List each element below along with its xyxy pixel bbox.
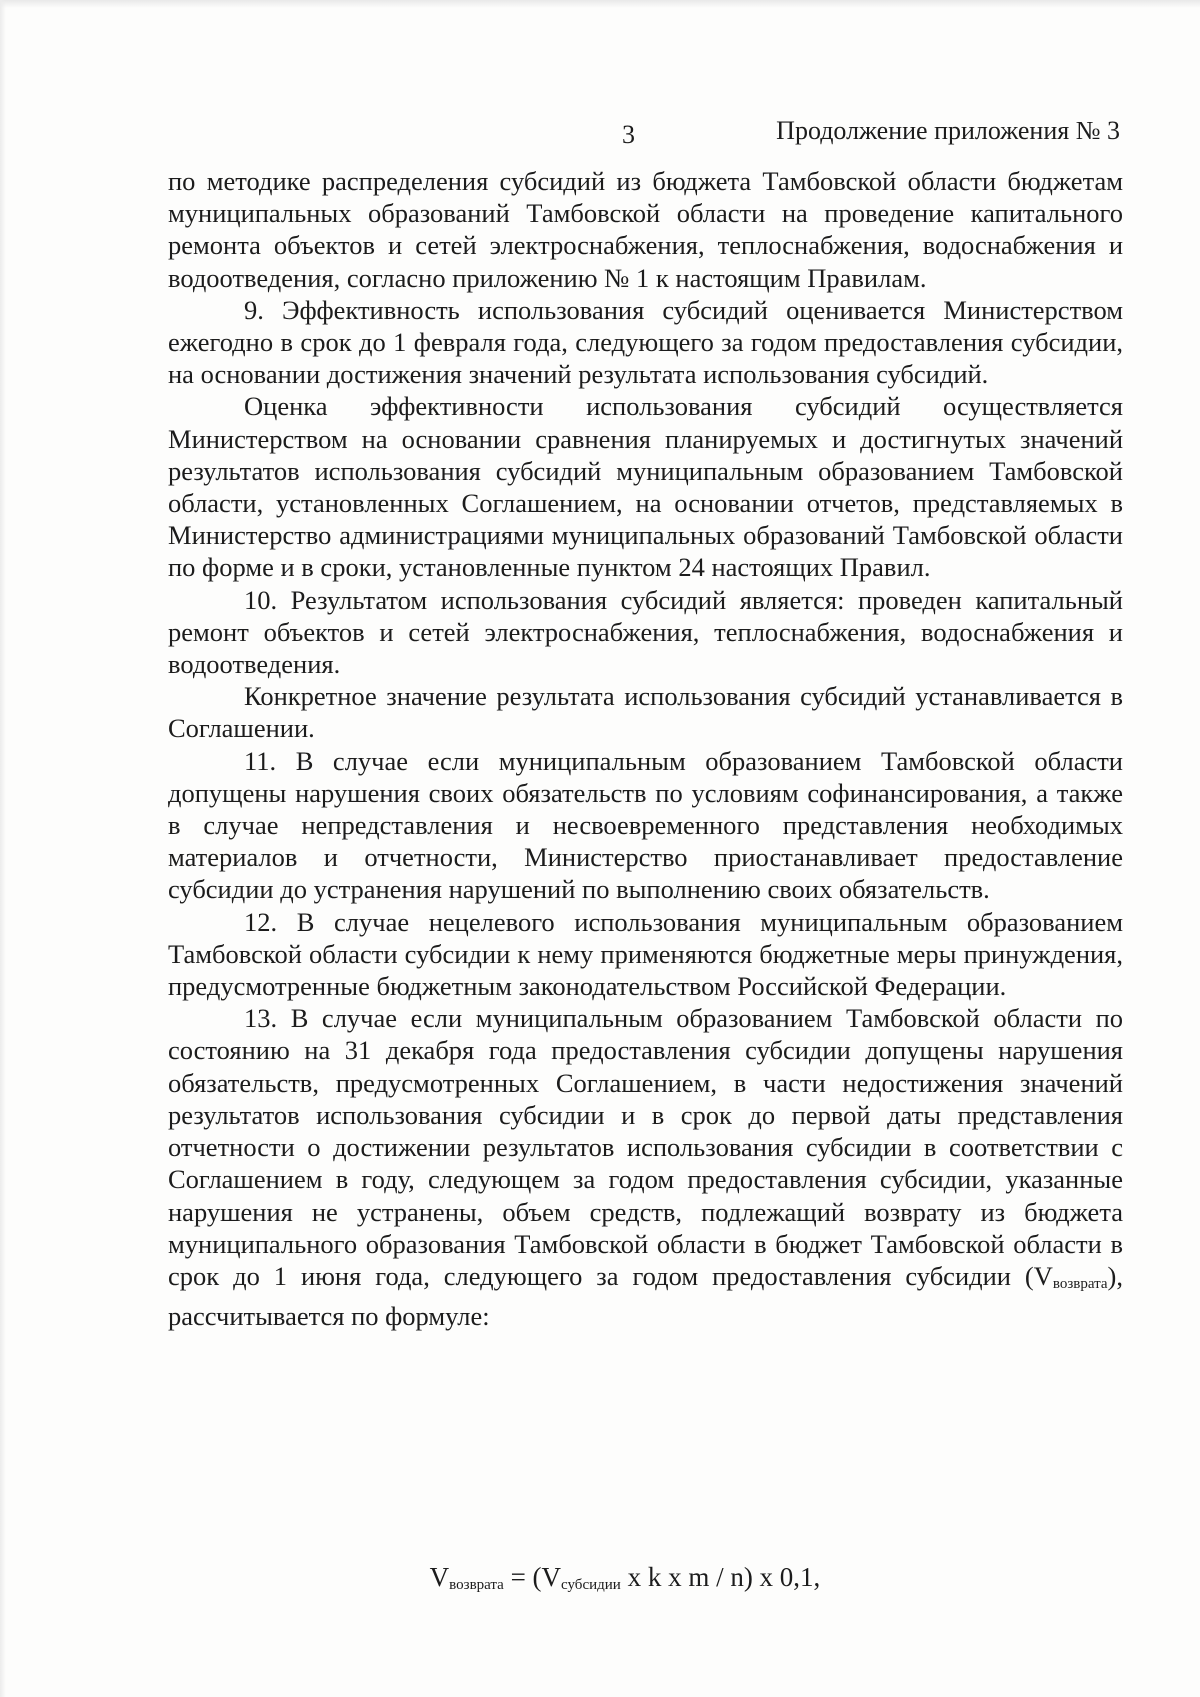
- scan-edge-left: [0, 0, 6, 1697]
- paragraph-13-text: 13. В случае если муниципальным образованием Тамбовской области по состоянию на 31 декабря года предоставления субсидии допущены нарушения обязательств, предусмотренных Соглашением, в части недостижения значений результатов использования субсидии и в срок до первой даты представления отчетности о достижении результатов использования субсидии в соответствии с Соглашением в году, следующем за годом предоставления субсидии, указанные нарушения не устранены, объем средств, подлежащий возврату из бюджета муниципального образования Тамбовской области в бюджет Тамбовской области в срок до 1 июня года, следующего за годом предоставления субсидии (V: [168, 1003, 1123, 1291]
- formula-sub-refund: возврата: [449, 1577, 504, 1593]
- scan-edge-top: [0, 0, 1200, 8]
- refund-formula: [0, 1562, 1200, 1594]
- formula-equals: = (V: [503, 1562, 562, 1592]
- page-number: 3: [622, 120, 635, 149]
- formula-sub-subsidy: субсидии: [561, 1577, 621, 1593]
- formula-rest: x k x m / n) x 0,1,: [620, 1562, 821, 1592]
- paragraph-13: [168, 1002, 1123, 1332]
- paragraph-11: 11. В случае если муниципальным образованием Тамбовской области допущены нарушения своих обязательств по условиям софинансирования, а также в случае непредставления и несвоевременного представления необходимых материалов и отчетности, Министерство приостанавливает предоставление субсидии до устранения нарушений по выполнению своих обязательств.: [168, 745, 1123, 905]
- paragraph-9: 9. Эффективность использования субсидий оценивается Министерством ежегодно в срок до 1 февраля года, следующего за годом предоставления субсидии, на основании достижения значений результата использования субсидий.: [168, 294, 1123, 390]
- appendix-continuation-label: Продолжение приложения № 3: [776, 116, 1120, 145]
- paragraph-10: 10. Результатом использования субсидий является: проведен капитальный ремонт объектов и сетей электроснабжения, теплоснабжения, водоснабжения и водоотведения.: [168, 584, 1123, 680]
- paragraph-intro: по методике распределения субсидий из бюджета Тамбовской области бюджетам муниципальных образований Тамбовской области на проведение капитального ремонта объектов и сетей электроснабжения, теплоснабжения, водоснабжения и водоотведения, согласно приложению № 1 к настоящим Правилам.: [168, 166, 1123, 293]
- formula-v-refund: V: [429, 1562, 450, 1592]
- page-header: [0, 112, 1200, 152]
- paragraph-9-evaluation: Оценка эффективности использования субсидий осуществляется Министерством на основании сравнения планируемых и достигнутых значений результатов использования субсидий муниципальным образованием Тамбовской области, установленных Соглашением, на основании отчетов, представляемых в Министерство администрациями муниципальных образований Тамбовской области по форме и в сроки, установленные пунктом 24 настоящих Правил.: [168, 391, 1123, 583]
- paragraph-10-value: Конкретное значение результата использования субсидий устанавливается в Соглашении.: [168, 681, 1123, 744]
- paragraph-12: 12. В случае нецелевого использования муниципальным образованием Тамбовской области субсидии к нему применяются бюджетные меры принуждения, предусмотренные бюджетным законодательством Российской Федерации.: [168, 906, 1123, 1002]
- document-body: [168, 165, 1123, 1332]
- paragraph-13-tail: ), рассчитывается по формуле:: [168, 1260, 1123, 1332]
- paragraph-13-subscript: возврата: [1052, 1275, 1108, 1292]
